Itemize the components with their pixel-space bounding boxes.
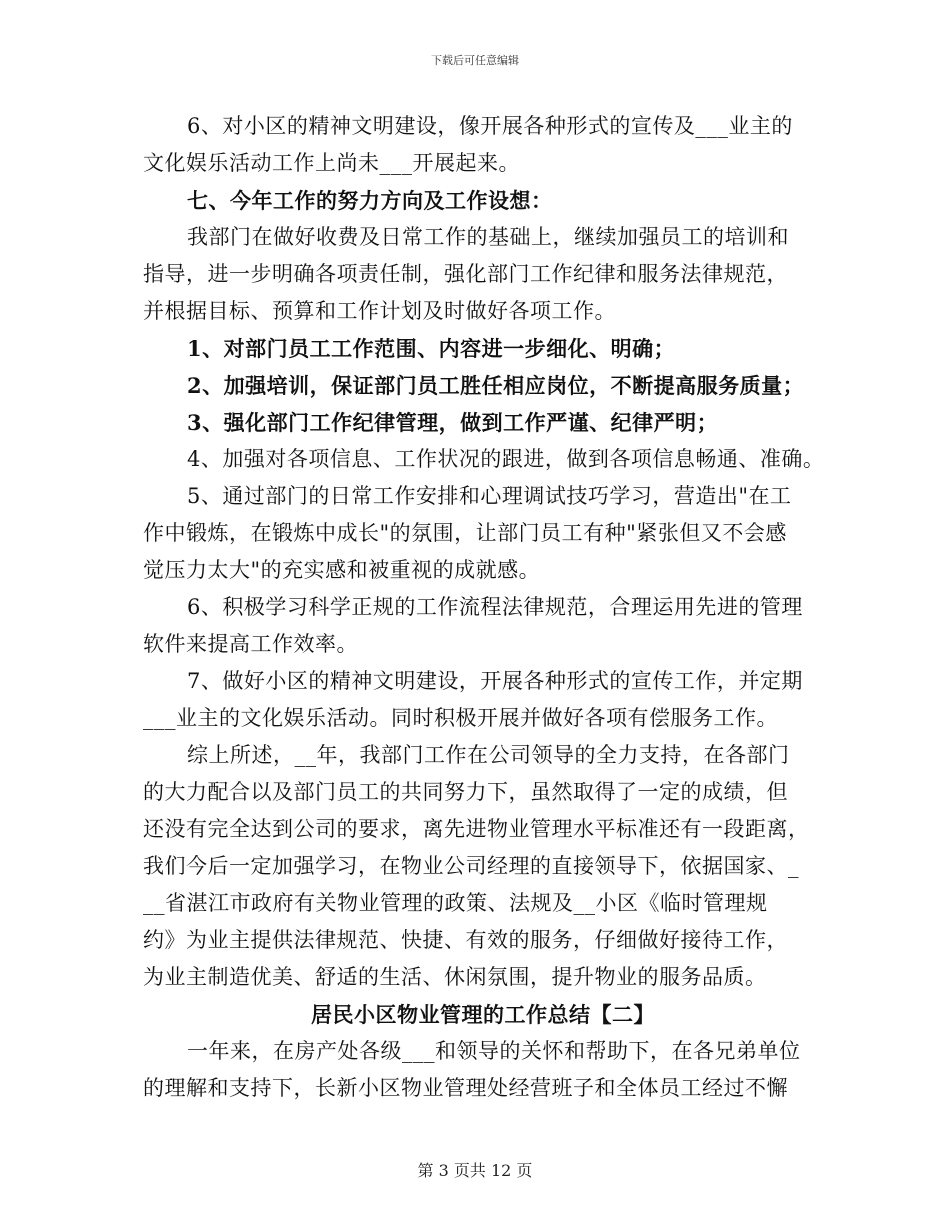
text-line: 一年来，在房产处各级___和领导的关怀和帮助下，在各兄弟单位	[187, 1039, 801, 1063]
text-line: 我部门在做好收费及日常工作的基础上，继续加强员工的培训和	[187, 225, 789, 249]
text-line: 4、加强对各项信息、工作状况的跟进，做到各项信息畅通、准确。	[187, 447, 825, 471]
text-line: 2、加强培训，保证部门员工胜任相应岗位，不断提高服务质量；	[187, 373, 805, 398]
text-line: 指导，进一步明确各项责任制，强化部门工作纪律和服务法律规范，	[143, 262, 788, 286]
document-body	[143, 108, 823, 1107]
text-line: 的大力配合以及部门员工的共同努力下，虽然取得了一定的成绩，但	[143, 780, 788, 804]
text-line: 7、做好小区的精神文明建设，开展各种形式的宣传工作，并定期	[187, 669, 803, 693]
page-footer: 第 3 页共 12 页	[417, 1161, 533, 1180]
section-title: 居民小区物业管理的工作总结【二】	[311, 1002, 655, 1027]
text-line: 七、今年工作的努力方向及工作设想：	[187, 188, 553, 213]
page-header: 下载后可任意编辑	[431, 54, 519, 67]
text-line: 我们今后一定加强学习，在物业公司经理的直接领导下，依据国家、_	[143, 854, 799, 878]
text-line: 3、强化部门工作纪律管理，做到工作严谨、纪律严明；	[187, 410, 719, 435]
text-line: 1、对部门员工工作范围、内容进一步细化、明确；	[187, 336, 676, 361]
text-line: 作中锻炼，在锻炼中成长"的氛围，让部门员工有种"紧张但又不会感	[143, 521, 787, 545]
text-line: 约》为业主提供法律规范、快捷、有效的服务，仔细做好接待工作，	[143, 928, 788, 952]
text-line: 综上所述，__年，我部门工作在公司领导的全力支持，在各部门	[187, 743, 790, 767]
text-line: 的理解和支持下，长新小区物业管理处经营班子和全体员工经过不懈	[143, 1076, 788, 1100]
text-line: 还没有完全达到公司的要求，离先进物业管理水平标准还有一段距离，	[143, 817, 810, 841]
text-line: 6、积极学习科学正规的工作流程法律规范，合理运用先进的管理	[187, 595, 803, 619]
text-line: 并根据目标、预算和工作计划及时做好各项工作。	[143, 299, 616, 323]
text-line: ___业主的文化娱乐活动。同时积极开展并做好各项有偿服务工作。	[143, 706, 778, 730]
text-line: 6、对小区的精神文明建设，像开展各种形式的宣传及___业主的	[187, 114, 793, 138]
text-line: 觉压力太大"的充实感和被重视的成就感。	[143, 558, 541, 582]
text-line: 为业主制造优美、舒适的生活、休闲氛围，提升物业的服务品质。	[143, 965, 767, 989]
text-line: 软件来提高工作效率。	[143, 632, 358, 656]
text-line: __省湛江市政府有关物业管理的政策、法规及__小区《临时管理规	[143, 891, 768, 915]
text-line: 5、通过部门的日常工作安排和心理调试技巧学习，营造出"在工	[187, 484, 792, 508]
text-line: 文化娱乐活动工作上尚未___开展起来。	[143, 151, 520, 175]
